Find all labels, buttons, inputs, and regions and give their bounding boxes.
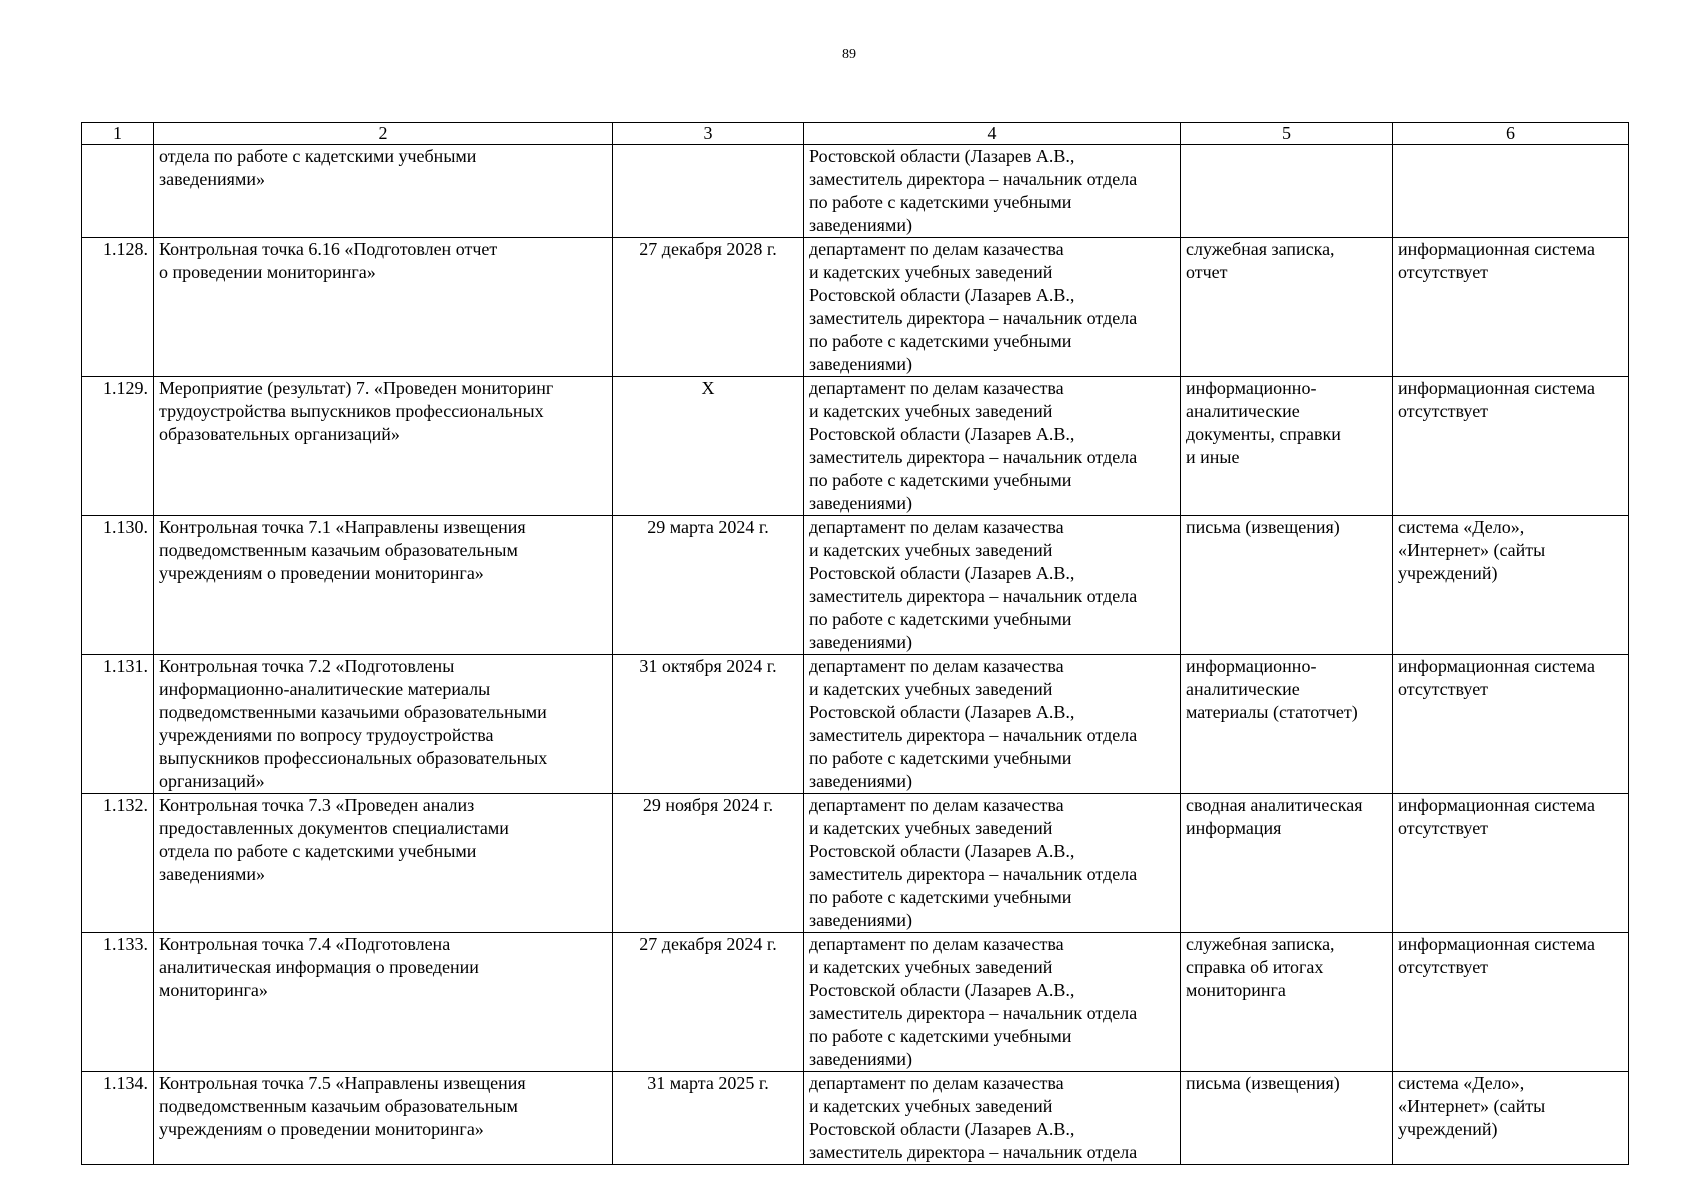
table-row [82,933,1629,1072]
cell-text-line: Ростовской области (Лазарев А.В., [809,702,1075,722]
cell-text-line: Контрольная точка 7.4 «Подготовлена [159,934,451,954]
row-number-cell [82,145,154,238]
cell-text-line: подведомственными казачьими образовательными [159,702,547,722]
document-type-cell [1181,516,1393,655]
cell-text-line: система «Дело», [1398,1073,1525,1093]
table-body [82,145,1629,1165]
cell-text-line: образовательных организаций» [159,424,400,444]
cell-text-line: учреждениями по вопросу трудоустройства [159,725,494,745]
row-number-cell: 1.129. [82,377,154,516]
cell-text-line: заведениями) [809,632,912,652]
cell-text-line: «Интернет» (сайты [1398,1096,1546,1116]
cell-text-line: информационная система [1398,934,1595,954]
cell-text-line: департамент по делам казачества [809,656,1064,676]
cell-text-line: мониторинга [1186,980,1286,1000]
cell-text-line: заведениями) [809,771,912,791]
table-row [82,794,1629,933]
document-type-cell [1181,794,1393,933]
cell-text-line: Контрольная точка 6.16 «Подготовлен отчет [159,239,498,259]
cell-text-line: Контрольная точка 7.3 «Проведен анализ [159,795,475,815]
cell-text-line: информационная система [1398,656,1595,676]
deadline-cell: 29 ноября 2024 г. [613,794,804,933]
header-col-5: 5 [1181,123,1393,145]
cell-text-line: Мероприятие (результат) 7. «Проведен мониторинг [159,378,554,398]
cell-text-line: документы, справки [1186,424,1341,444]
cell-text-line: заведениями) [809,215,912,235]
table-row [82,516,1629,655]
info-system-cell [1393,377,1629,516]
cell-text-line: отдела по работе с кадетскими учебными [159,146,477,166]
cell-text-line: департамент по делам казачества [809,517,1064,537]
cell-text-line: отсутствует [1398,262,1489,282]
info-system-cell [1393,1072,1629,1165]
cell-text-line: Контрольная точка 7.2 «Подготовлены [159,656,455,676]
cell-text-line: мониторинга» [159,980,268,1000]
cell-text-line: заведениями) [809,1049,912,1069]
header-col-4: 4 [804,123,1181,145]
cell-text-line: заведениями) [809,910,912,930]
cell-text-line: справка об итогах [1186,957,1324,977]
cell-text-line: по работе с кадетскими учебными [809,609,1072,629]
cell-text-line: Ростовской области (Лазарев А.В., [809,424,1075,444]
document-type-cell [1181,1072,1393,1165]
responsible-cell [804,377,1181,516]
cell-text-line: учреждениям о проведении мониторинга» [159,1119,484,1139]
cell-text-line: служебная записка, [1186,239,1335,259]
info-system-cell [1393,516,1629,655]
cell-text-line: информационно-аналитические материалы [159,679,491,699]
cell-text-line: служебная записка, [1186,934,1335,954]
cell-text-line: отдела по работе с кадетскими учебными [159,841,477,861]
cell-text-line: Контрольная точка 7.1 «Направлены извещения [159,517,526,537]
cell-text-line: информация [1186,818,1282,838]
deadline-cell: 29 марта 2024 г. [613,516,804,655]
cell-text-line: информационная система [1398,795,1595,815]
cell-text-line: отсутствует [1398,401,1489,421]
event-name-cell [154,794,613,933]
info-system-cell [1393,933,1629,1072]
cell-text-line: и иные [1186,447,1240,467]
cell-text-line: письма (извещения) [1186,517,1340,537]
row-number-cell: 1.132. [82,794,154,933]
event-name-cell [154,655,613,794]
cell-text-line: заведениями» [159,169,265,189]
cell-text-line: заместитель директора – начальник отдела [809,1003,1138,1023]
deadline-cell [613,145,804,238]
responsible-cell [804,1072,1181,1165]
event-name-cell [154,516,613,655]
cell-text-line: Ростовской области (Лазарев А.В., [809,980,1075,1000]
cell-text-line: заместитель директора – начальник отдела [809,308,1138,328]
table-row [82,238,1629,377]
deadline-cell: X [613,377,804,516]
table-row [82,377,1629,516]
cell-text-line: департамент по делам казачества [809,934,1064,954]
cell-text-line: департамент по делам казачества [809,239,1064,259]
cell-text-line: информационная система [1398,239,1595,259]
cell-text-line: по работе с кадетскими учебными [809,887,1072,907]
cell-text-line: аналитическая информация о проведении [159,957,479,977]
document-type-cell [1181,933,1393,1072]
cell-text-line: отсутствует [1398,818,1489,838]
table-row [82,1072,1629,1165]
cell-text-line: Ростовской области (Лазарев А.В., [809,841,1075,861]
cell-text-line: информационная система [1398,378,1595,398]
document-type-cell [1181,377,1393,516]
info-system-cell [1393,238,1629,377]
cell-text-line: отчет [1186,262,1228,282]
cell-text-line: информационно- [1186,378,1317,398]
cell-text-line: сводная аналитическая [1186,795,1363,815]
cell-text-line: подведомственным казачьим образовательным [159,1096,518,1116]
event-name-cell [154,238,613,377]
row-number-cell: 1.130. [82,516,154,655]
header-row [82,123,1629,145]
row-number-cell: 1.128. [82,238,154,377]
cell-text-line: заместитель директора – начальник отдела [809,725,1138,745]
document-type-cell [1181,145,1393,238]
info-system-cell [1393,655,1629,794]
cell-text-line: заведениями) [809,354,912,374]
cell-text-line: департамент по делам казачества [809,378,1064,398]
plan-table [81,122,1629,1165]
row-number-cell: 1.134. [82,1072,154,1165]
cell-text-line: и кадетских учебных заведений [809,262,1053,282]
cell-text-line: Ростовской области (Лазарев А.В., [809,285,1075,305]
cell-text-line: выпускников профессиональных образовательных [159,748,548,768]
deadline-cell: 31 октября 2024 г. [613,655,804,794]
cell-text-line: по работе с кадетскими учебными [809,470,1072,490]
info-system-cell [1393,145,1629,238]
cell-text-line: письма (извещения) [1186,1073,1340,1093]
info-system-cell [1393,794,1629,933]
cell-text-line: и кадетских учебных заведений [809,401,1053,421]
cell-text-line: отсутствует [1398,957,1489,977]
cell-text-line: система «Дело», [1398,517,1525,537]
cell-text-line: Ростовской области (Лазарев А.В., [809,563,1075,583]
cell-text-line: заместитель директора – начальник отдела [809,1142,1138,1162]
cell-text-line: отсутствует [1398,679,1489,699]
responsible-cell [804,238,1181,377]
cell-text-line: заместитель директора – начальник отдела [809,586,1138,606]
cell-text-line: материалы (статотчет) [1186,702,1358,722]
cell-text-line: по работе с кадетскими учебными [809,192,1072,212]
cell-text-line: и кадетских учебных заведений [809,1096,1053,1116]
row-number-cell: 1.133. [82,933,154,1072]
header-col-6: 6 [1393,123,1629,145]
table-row [82,145,1629,238]
cell-text-line: по работе с кадетскими учебными [809,748,1072,768]
cell-text-line: заместитель директора – начальник отдела [809,169,1138,189]
cell-text-line: учреждений) [1398,563,1498,583]
cell-text-line: и кадетских учебных заведений [809,957,1053,977]
responsible-cell [804,516,1181,655]
page-number: 89 [842,47,856,62]
document-type-cell [1181,238,1393,377]
cell-text-line: заместитель директора – начальник отдела [809,864,1138,884]
cell-text-line: и кадетских учебных заведений [809,540,1053,560]
cell-text-line: учреждений) [1398,1119,1498,1139]
cell-text-line: Ростовской области (Лазарев А.В., [809,146,1075,166]
cell-text-line: и кадетских учебных заведений [809,818,1053,838]
responsible-cell [804,145,1181,238]
cell-text-line: Ростовской области (Лазарев А.В., [809,1119,1075,1139]
cell-text-line: информационно- [1186,656,1317,676]
cell-text-line: учреждениям о проведении мониторинга» [159,563,484,583]
event-name-cell [154,1072,613,1165]
row-number-cell: 1.131. [82,655,154,794]
cell-text-line: организаций» [159,771,265,791]
cell-text-line: заведениями» [159,864,265,884]
event-name-cell [154,145,613,238]
cell-text-line: заведениями) [809,493,912,513]
header-col-1: 1 [82,123,154,145]
cell-text-line: Контрольная точка 7.5 «Направлены извещения [159,1073,526,1093]
responsible-cell [804,655,1181,794]
cell-text-line: и кадетских учебных заведений [809,679,1053,699]
cell-text-line: заместитель директора – начальник отдела [809,447,1138,467]
cell-text-line: трудоустройства выпускников профессиональных [159,401,544,421]
cell-text-line: по работе с кадетскими учебными [809,1026,1072,1046]
cell-text-line: по работе с кадетскими учебными [809,331,1072,351]
deadline-cell: 27 декабря 2028 г. [613,238,804,377]
event-name-cell [154,377,613,516]
cell-text-line: департамент по делам казачества [809,1073,1064,1093]
cell-text-line: подведомственным казачьим образовательным [159,540,518,560]
event-name-cell [154,933,613,1072]
document-type-cell [1181,655,1393,794]
responsible-cell [804,933,1181,1072]
cell-text-line: «Интернет» (сайты [1398,540,1546,560]
cell-text-line: предоставленных документов специалистами [159,818,509,838]
deadline-cell: 27 декабря 2024 г. [613,933,804,1072]
cell-text-line: аналитические [1186,401,1300,421]
cell-text-line: аналитические [1186,679,1300,699]
table-row [82,655,1629,794]
cell-text-line: департамент по делам казачества [809,795,1064,815]
responsible-cell [804,794,1181,933]
header-col-2: 2 [154,123,613,145]
deadline-cell: 31 марта 2025 г. [613,1072,804,1165]
cell-text-line: о проведении мониторинга» [159,262,376,282]
header-col-3: 3 [613,123,804,145]
